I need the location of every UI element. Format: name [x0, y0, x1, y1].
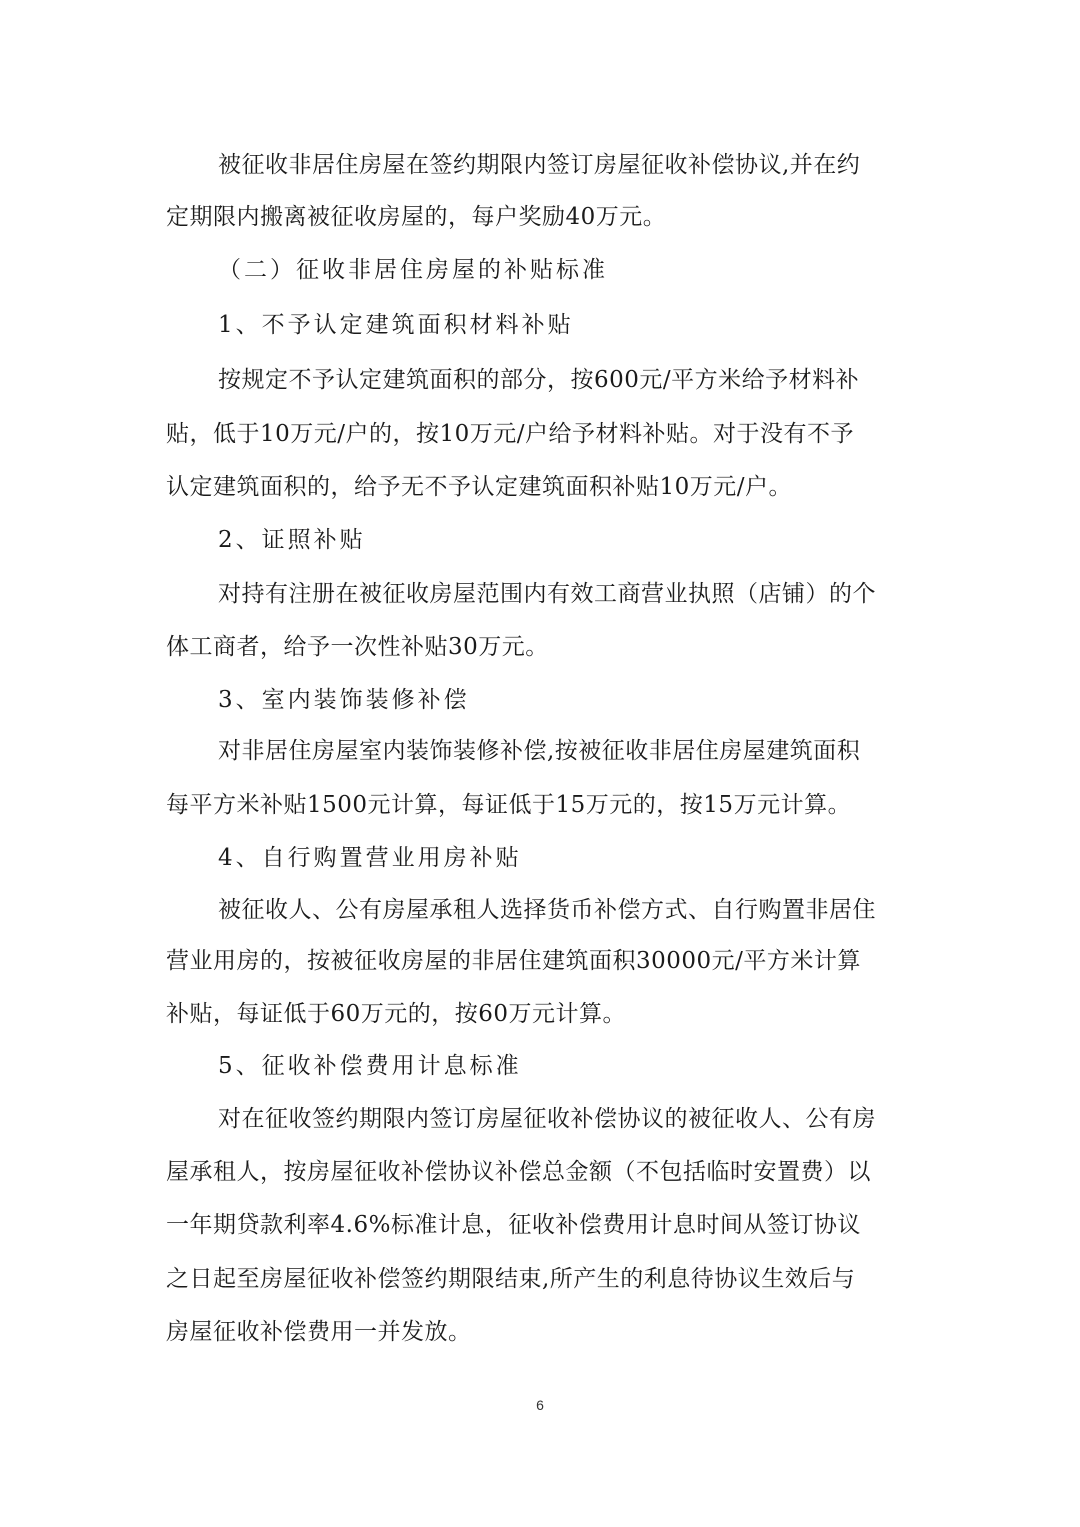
section-heading: （二）征收非居住房屋的补贴标准: [218, 257, 608, 283]
subsection-heading: 3、室内装饰装修补偿: [218, 687, 470, 713]
paragraph-line: 补贴，每证低于60万元的，按60万元计算。: [166, 1001, 627, 1027]
paragraph-line: 按规定不予认定建筑面积的部分，按600元/平方米给予材料补: [218, 367, 860, 393]
paragraph-line: 被征收人、公有房屋承租人选择货币补偿方式、自行购置非居住: [218, 897, 876, 923]
paragraph-line: 被征收非居住房屋在签约期限内签订房屋征收补偿协议,并在约: [218, 152, 861, 178]
paragraph-line: 对持有注册在被征收房屋范围内有效工商营业执照（店铺）的个: [218, 581, 876, 607]
paragraph-line: 贴，低于10万元/户的，按10万元/户给予材料补贴。对于没有不予: [166, 421, 855, 447]
paragraph-line: 对非居住房屋室内装饰装修补偿,按被征收非居住房屋建筑面积: [218, 738, 861, 764]
paragraph-line: 房屋征收补偿费用一并发放。: [166, 1319, 472, 1345]
paragraph-line: 对在征收签约期限内签订房屋征收补偿协议的被征收人、公有房: [218, 1106, 876, 1132]
subsection-heading: 2、证照补贴: [218, 527, 366, 553]
paragraph-line: 每平方米补贴1500元计算，每证低于15万元的，按15万元计算。: [166, 792, 852, 818]
page-number: 6: [536, 1397, 544, 1413]
paragraph-line: 一年期贷款利率4.6%标准计息，征收补偿费用计息时间从签订协议: [166, 1212, 861, 1238]
paragraph-line: 体工商者，给予一次性补贴30万元。: [166, 634, 549, 660]
paragraph-line: 认定建筑面积的，给予无不予认定建筑面积补贴10万元/户。: [166, 474, 793, 500]
subsection-heading: 5、征收补偿费用计息标准: [218, 1053, 522, 1079]
subsection-heading: 4、自行购置营业用房补贴: [218, 845, 522, 871]
subsection-heading: 1、不予认定建筑面积材料补贴: [218, 312, 574, 338]
paragraph-line: 屋承租人，按房屋征收补偿协议补偿总金额（不包括临时安置费）以: [166, 1159, 871, 1185]
paragraph-line: 定期限内搬离被征收房屋的，每户奖励40万元。: [166, 204, 667, 230]
paragraph-line: 之日起至房屋征收补偿签约期限结束,所产生的利息待协议生效后与: [166, 1266, 856, 1292]
paragraph-line: 营业用房的，按被征收房屋的非居住建筑面积30000元/平方米计算: [166, 948, 861, 974]
